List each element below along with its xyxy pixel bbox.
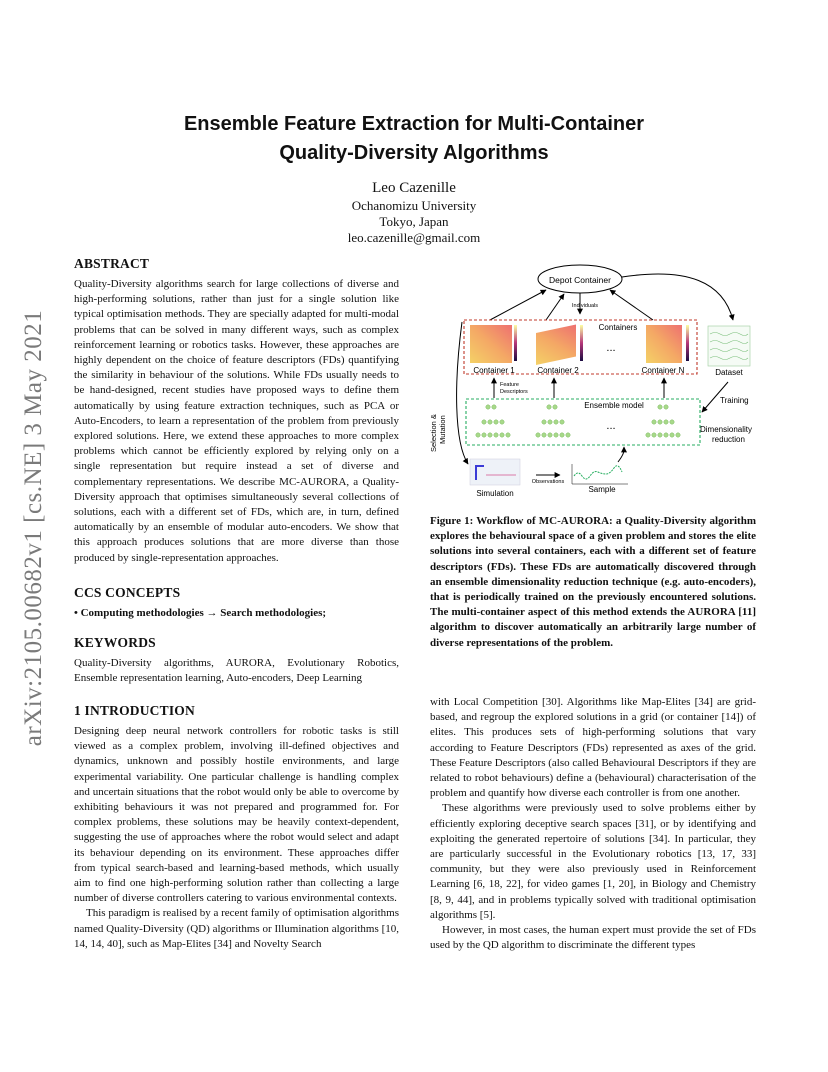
selection-label-1: Selection & (429, 414, 438, 452)
ensemble-model-label: Ensemble model (584, 401, 644, 410)
title-line-2: Quality-Diversity Algorithms (279, 142, 549, 164)
container-1-heatmap (470, 325, 512, 363)
simulation-label: Simulation (476, 489, 514, 498)
ccs-section (74, 585, 399, 621)
observations-label: Observations (531, 479, 565, 485)
sample-plot (572, 464, 628, 484)
arxiv-identifier-text: arXiv:2105.00682v1 [cs.NE] 3 May 2021 (20, 309, 47, 747)
figure-caption (430, 514, 756, 651)
author-name: Leo Cazenille (372, 180, 456, 196)
arxiv-identifier (16, 268, 52, 788)
author-affiliation: Ochanomizu University (351, 198, 477, 213)
container-1-label: Container 1 (473, 366, 515, 375)
dataset-box (708, 326, 750, 366)
introduction-section (74, 703, 399, 952)
abstract-text: Quality-Diversity algorithms search for large collections of diverse and high-performing solutions, rather than just for a single solution like typical optimisation methods. They are specially adapted for multi-modal problems that can be solved in many different ways, such as complex reinforcement learning or robotics tasks. However, these approaches are highly dependent on the choice of feature descriptors (FDs) quantifying the similarity in behaviour of the solutions. While FDs usually needs to be hand-designed, recent studies have proposed ways to define them automatically by using feature extraction techniques, such as PCA or Auto-Encoders, to learn a representation of the problem from previously explored solutions. Here, we extend these approaches to more complex problems which cannot be efficiently explored by relying only on a single representation but require instead a set of diverse and complementary representations. We describe MC-AURORA, a Quality-Diversity approach that optimises simultaneously several collections of solutions, each with a different set of FDs, which are, in turn, defined automatically by an ensemble of modular auto-encoders. We show that this approach produces solutions that are more diverse than those produced by single-representation approaches. (74, 278, 399, 564)
containers-label: Containers (598, 323, 638, 332)
right-column-text (430, 695, 756, 953)
ensemble-ellipsis: ... (606, 420, 616, 432)
abstract-section (74, 256, 399, 566)
container-2-heatmap (536, 325, 576, 366)
paper-title (74, 110, 754, 168)
container-2-label: Container 2 (537, 366, 579, 375)
ccs-heading: CCS CONCEPTS (74, 585, 181, 600)
selection-label-2: Mutation (438, 415, 447, 444)
workflow-figure (428, 262, 758, 502)
training-label: Training (720, 396, 749, 405)
title-line-1: Ensemble Feature Extraction for Multi-Container (183, 113, 645, 135)
right-paragraph-1: with Local Competition [30]. Algorithms like Map-Elites [34] are grid-based, and regroup the explored solutions in a grid (or container [14]) of elites. This produces sets of high-performing solutions that vary according to Feature Descriptors (FDs) represented as axes of the grid. These Feature Descriptors (also called Behavioural Descriptors if they are related to robot behaviours) define a (behavioural) characterisation of the problem and quantify how diverse each controller is from one another. (430, 696, 756, 800)
containers-ellipsis: ... (606, 342, 616, 354)
feature-descriptors-label-1: Feature (500, 382, 519, 388)
abstract-heading: ABSTRACT (74, 256, 150, 271)
ensemble-network-nodes (476, 405, 680, 437)
dimensionality-label-1: Dimensionality (700, 425, 753, 434)
dimensionality-label-2: reduction (712, 435, 745, 444)
introduction-paragraph-2: This paradigm is realised by a recent family of optimisation algorithms named Quality-Diversity (QD) algorithms or Illumination algorithms [10, 14, 14, 40], such as Map-Elites [34] and Novelty Search (74, 907, 399, 950)
keywords-text: Quality-Diversity algorithms, AURORA, Evolutionary Robotics, Ensemble representation learning, Auto-encoders, Deep Learning (74, 657, 399, 685)
right-paragraph-2: These algorithms were previously used to solve problems either by efficiently exploring deceptive search spaces [31], or by identifying and exploiting the generated repertoire of solutions [34]. In particular, they are particularly successful in the Evolutionary robotics [13, 17, 33] community, but they were also previously used in Reinforcement Learning [6, 18, 22], for video games [1, 20], in Biology and Chemistry [8, 9, 44], and in problems typically solved with traditional optimisation algorithms [5]. (430, 802, 756, 921)
ccs-text: • Computing methodologies → Search methodologies; (74, 607, 327, 619)
simulation-image (470, 459, 520, 485)
keywords-heading: KEYWORDS (74, 635, 156, 650)
sample-label: Sample (588, 485, 616, 494)
container-n-heatmap (646, 325, 682, 363)
introduction-heading: 1 INTRODUCTION (74, 703, 195, 718)
author-email: leo.cazenille@gmail.com (347, 230, 481, 245)
author-location: Tokyo, Japan (379, 214, 449, 229)
workflow-diagram (428, 262, 758, 502)
figure-caption-text: Figure 1: Workflow of MC-AURORA: a Quality-Diversity algorithm explores the behavioural space of a given problem and stores the elite solutions into several containers, each with a different set of feature descriptors (FDs). These FDs are automatically discovered through an ensemble dimensionality reduction technique (e.g. auto-encoders), that is periodically trained on the previously encountered solutions. The multi-container aspect of this method extends the AURORA [11] algorithm to discover automatically an arbitrarily large number of diverse representations of the problem. (430, 515, 756, 649)
introduction-paragraph-1: Designing deep neural network controllers for robotic tasks is still viewed as a complex problem, involving ill-defined objectives and dynamics, unknown and possibly hostile environments, and large experimental variability. One particular challenge is handling complex and uncertain situations that the robot would only be able to overcome by exhibiting behaviours it was not prepared and programmed for. For complex problems, these solutions may be heavily context-dependent, suggesting the use of approaches where the robot would select and adapt its behaviour depending on its environment. These approaches differ from typical search-based and learning-based methods, which usually aim to find one high-performing solution rather than collecting a large number of diverse controllers catering to various environmental contexts. (74, 725, 399, 905)
individuals-label: Individuals (572, 303, 598, 309)
right-paragraph-3: However, in most cases, the human expert must provide the set of FDs used by the QD algorithm to discriminate the different types (430, 924, 756, 952)
keywords-section (74, 635, 399, 686)
dataset-label: Dataset (715, 368, 743, 377)
container-n-label: Container N (641, 366, 685, 375)
depot-container-label: Depot Container (549, 275, 611, 285)
feature-descriptors-label-2: Descriptors (500, 389, 528, 395)
